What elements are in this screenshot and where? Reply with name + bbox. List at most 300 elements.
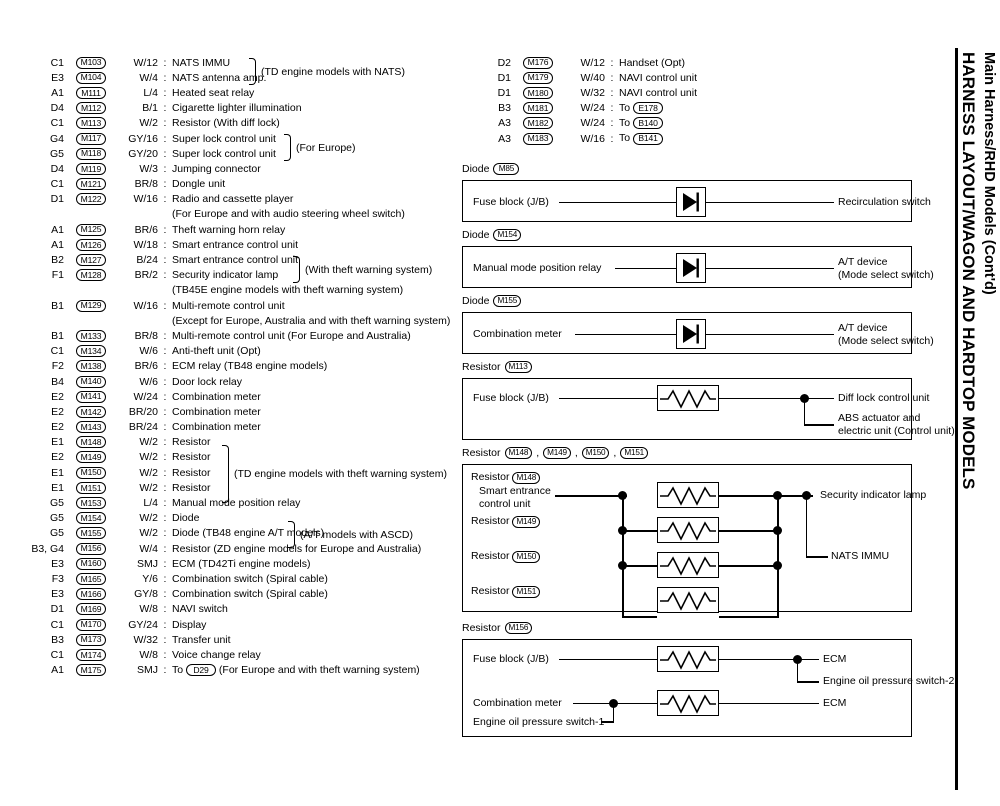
wire-branch-horizontal [804, 424, 834, 426]
connector-id-oval: M151 [76, 482, 106, 494]
diagram-label-diode-m154 [462, 229, 521, 241]
connector-ref-oval: M155 [493, 295, 521, 307]
connector-id-cell [70, 224, 112, 236]
branch-label-line2: electric unit (Control unit) [838, 424, 955, 437]
connector-location: A1 [51, 664, 64, 677]
wire-spec: W/2 [139, 512, 158, 525]
wire-right-upper [719, 659, 797, 661]
bank-row-label-4 [471, 585, 540, 598]
connector-description: (Except for Europe, Australia and with theft warning system) [172, 314, 451, 327]
colon-separator: : [163, 238, 167, 251]
reference-connector-oval: B140 [633, 117, 663, 129]
connector-id-oval: M140 [76, 376, 106, 388]
connector-location: A1 [51, 223, 64, 236]
wire-left [575, 334, 676, 336]
connector-location: C1 [50, 56, 64, 69]
description-text: To [619, 117, 634, 130]
colon-separator: : [163, 56, 167, 69]
connector-id-oval: M104 [76, 72, 106, 84]
wire-spec: BR/24 [128, 421, 158, 434]
wire-to-ecm-1 [801, 659, 819, 661]
diagram-right-label [838, 322, 934, 347]
connector-description: ECM (TD42Ti engine models) [172, 557, 311, 570]
connector-id-oval: M112 [76, 102, 106, 114]
connector-ref-oval: M113 [505, 361, 532, 373]
description-text: To [172, 663, 187, 676]
diagram-label-diode-m155 [462, 295, 521, 307]
colon-separator: : [163, 178, 167, 191]
colon-separator: : [163, 390, 167, 403]
connector-id-cell [70, 360, 112, 372]
brace-bar [222, 445, 229, 503]
brace-label: (TD engine models with theft warning system) [234, 468, 447, 480]
connector-row [8, 283, 450, 298]
connector-id-cell [70, 254, 112, 266]
connector-row [455, 116, 697, 131]
connector-id-cell [70, 376, 112, 388]
wire-spec: GY/8 [134, 588, 158, 601]
connector-id-cell [70, 527, 112, 539]
diagram-label-diode-m85 [462, 163, 519, 175]
connector-description: Dongle unit [172, 178, 226, 191]
colon-separator: : [163, 162, 167, 175]
colon-separator: : [163, 147, 167, 160]
resistor-symbol-upper [657, 646, 719, 672]
connector-location: D1 [497, 86, 511, 99]
diagram-left-label: Fuse block (J/B) [473, 392, 549, 404]
connector-location: E3 [51, 71, 64, 84]
connector-row [8, 663, 450, 678]
connector-description: Handset (Opt) [619, 56, 685, 69]
connector-description: Multi-remote control unit [172, 299, 285, 312]
connector-id-cell [70, 345, 112, 357]
connector-row [8, 131, 450, 146]
connector-id-cell [70, 163, 112, 175]
wire-left [615, 268, 676, 270]
wire-branch-vertical [804, 398, 806, 426]
connector-id-oval: M179 [523, 72, 553, 84]
connector-id-cell [70, 57, 112, 69]
connector-id-oval: M165 [76, 573, 106, 585]
connector-list-left [8, 55, 450, 678]
right-label-line1: A/T device [838, 256, 888, 268]
connector-row [8, 101, 450, 116]
wire-spec: W/40 [580, 71, 605, 84]
bank-row-label-2 [471, 515, 540, 528]
junction-dot-left-1 [618, 491, 627, 500]
connector-id-oval: M160 [76, 558, 106, 570]
wire-spec: W/4 [139, 542, 158, 555]
connector-row [455, 85, 697, 100]
connector-id-cell [70, 436, 112, 448]
diagram-branch-label: Engine oil pressure switch-2 [823, 675, 955, 687]
connector-id-oval: M125 [76, 224, 106, 236]
resistor-glyph [658, 691, 718, 715]
connector-id-oval: M138 [76, 360, 106, 372]
connector-id-cell [70, 497, 112, 509]
diode-symbol [676, 253, 706, 283]
description-text: To [619, 132, 634, 145]
colon-separator: : [610, 86, 614, 99]
description-text: To [619, 102, 634, 114]
connector-location: E1 [51, 436, 64, 449]
colon-separator: : [163, 572, 167, 585]
junction-dot-right-3 [773, 561, 782, 570]
brace-label: (TD engine models with NATS) [261, 65, 405, 78]
resistor-symbol-m148 [657, 482, 719, 508]
connector-row [8, 116, 450, 131]
connector-id-cell [70, 482, 112, 494]
brace-group-td-theft [222, 445, 447, 503]
wire-spec: BR/6 [134, 360, 158, 373]
connector-id-oval: M175 [76, 664, 106, 676]
reference-connector-oval: B141 [633, 133, 663, 145]
wire-right-bus [777, 495, 779, 617]
wire-spec: BR/8 [134, 178, 158, 191]
diagram-label-resistor-bank [462, 447, 648, 459]
connector-description: Diode [172, 512, 200, 525]
right-label-line2: (Mode select switch) [838, 334, 934, 347]
branch-label-line1: ABS actuator and [838, 412, 921, 424]
connector-location: C1 [50, 618, 64, 631]
diagram-left-label: Combination meter [473, 328, 562, 340]
colon-separator: : [163, 451, 167, 464]
wire-spec: W/32 [133, 633, 158, 646]
connector-id-oval: M181 [523, 102, 553, 114]
connector-id-cell [70, 588, 112, 600]
connector-id-cell [70, 649, 112, 661]
connector-row [8, 571, 450, 586]
connector-description: Jumping connector [172, 162, 261, 175]
connector-id-cell [70, 619, 112, 631]
connector-id-oval: M118 [76, 148, 106, 160]
connector-description: NAVI control unit [619, 71, 698, 84]
junction-dot-left-3 [618, 561, 627, 570]
connector-ref-oval-1: M148 [505, 447, 533, 459]
colon-separator: : [610, 102, 614, 115]
connector-description: Theft warning horn relay [172, 223, 286, 236]
connector-id-cell [70, 133, 112, 145]
diode-glyph [677, 188, 705, 216]
comma-1: , [536, 447, 540, 459]
connector-location: B3 [51, 633, 64, 646]
connector-location: A3 [498, 132, 511, 145]
connector-location: C1 [50, 345, 64, 358]
diagram-right-label-1: ECM [823, 653, 847, 665]
connector-description: Combination meter [172, 390, 261, 403]
connector-id-cell [70, 512, 112, 524]
diagram-right-label-2: ECM [823, 697, 847, 709]
connector-id-cell [70, 391, 112, 403]
diagram-box-diode-m85 [462, 180, 931, 222]
connector-row [8, 404, 450, 419]
sub-line1: Smart entrance [479, 485, 551, 497]
page-title: HARNESS LAYOUT/WAGON AND HARDTOP MODELS [959, 52, 978, 490]
diagram-box-resistor-m156 [462, 639, 955, 737]
colon-separator: : [610, 132, 614, 145]
connector-location: B1 [51, 299, 64, 312]
wire-spec: W/2 [139, 481, 158, 494]
connector-description: (For Europe and with audio steering wheel switch) [172, 208, 405, 221]
connector-id-cell [70, 300, 112, 312]
wire-spec: W/6 [139, 345, 158, 358]
connector-description: Resistor [172, 451, 211, 464]
wire-spec: W/2 [139, 117, 158, 130]
wire-right [706, 334, 834, 336]
connector-row [8, 328, 450, 343]
connector-id-oval: M113 [76, 117, 106, 129]
wire-spec: BR/20 [128, 405, 158, 418]
connector-description: NAVI switch [172, 603, 228, 616]
colon-separator: : [163, 648, 167, 661]
row-ref-oval: M148 [512, 472, 540, 484]
diagram-left-label: Fuse block (J/B) [473, 196, 549, 208]
row-ref-oval: M149 [512, 516, 540, 528]
diagram-box-resistor-m113 [462, 378, 955, 440]
connector-ref-oval-4: M151 [620, 447, 648, 459]
connector-row [8, 207, 450, 222]
wire-spec: L/4 [143, 86, 158, 99]
connector-row [8, 344, 450, 359]
connector-description: Anti-theft unit (Opt) [172, 345, 261, 358]
wire-out-row3 [719, 565, 779, 567]
diagram-title: Diode [462, 163, 490, 175]
connector-id-oval: M153 [76, 497, 106, 509]
brace-bar [288, 521, 295, 548]
connector-description: Super lock control unit [172, 147, 276, 160]
diagram-out-label-1: Security indicator lamp [820, 489, 927, 501]
wire-left-upper [559, 659, 657, 661]
brace-label: (A/T models with ASCD) [300, 528, 414, 541]
connector-ref-oval: M154 [493, 229, 521, 241]
connector-id-cell [70, 558, 112, 570]
connector-id-cell [517, 87, 559, 99]
connector-row [455, 131, 697, 146]
diagram-box-diode-m155 [462, 312, 934, 354]
colon-separator: : [163, 360, 167, 373]
connector-id-oval: M134 [76, 345, 106, 357]
connector-id-cell [70, 603, 112, 615]
connector-id-cell [517, 57, 559, 69]
connector-location: D1 [50, 193, 64, 206]
wire-output-branch [806, 495, 808, 557]
wire-branch-oil2-h [797, 681, 819, 683]
wire-spec: W/12 [580, 56, 605, 69]
wire-in-row3 [622, 565, 657, 567]
colon-separator: : [163, 618, 167, 631]
connector-id-cell [70, 573, 112, 585]
connector-description: Security indicator lamp [172, 269, 279, 282]
connector-location: B3, G4 [31, 542, 64, 555]
wire-spec: W/24 [133, 390, 158, 403]
connector-row [8, 237, 450, 252]
connector-id-cell [70, 117, 112, 129]
comma-2: , [574, 447, 578, 459]
connector-location: B3 [498, 102, 511, 115]
connector-location: F1 [51, 269, 64, 282]
junction-dot-left-2 [618, 526, 627, 535]
connector-location: A1 [51, 86, 64, 99]
connector-description: Combination switch (Spiral cable) [172, 572, 328, 585]
colon-separator: : [163, 132, 167, 145]
brace-bar [293, 256, 300, 283]
connector-id-oval: M127 [76, 254, 106, 266]
diode-glyph [677, 320, 705, 348]
connector-id-oval: M133 [76, 330, 106, 342]
junction-dot-right-2 [773, 526, 782, 535]
connector-description: Transfer unit [172, 633, 231, 646]
connector-description: NATS IMMU [172, 56, 231, 69]
resistor-glyph [658, 518, 718, 542]
connector-location: C1 [50, 178, 64, 191]
connector-description: Smart entrance control unit [172, 238, 299, 251]
connector-row [455, 70, 697, 85]
reference-connector-oval: D29 [186, 664, 216, 676]
connector-id-oval: M166 [76, 588, 106, 600]
wire-spec: B/24 [136, 254, 158, 267]
resistor-symbol-m151 [657, 587, 719, 613]
wire-spec: W/6 [139, 375, 158, 388]
connector-row [8, 146, 450, 161]
connector-row [8, 647, 450, 662]
colon-separator: : [163, 102, 167, 115]
diode-glyph [677, 254, 705, 282]
wire-out-row2 [719, 530, 779, 532]
wire-to-diff-lock [808, 398, 834, 400]
row-ref-oval: M151 [512, 586, 540, 598]
connector-id-oval: M180 [523, 87, 553, 99]
wire-spec: L/4 [143, 497, 158, 510]
colon-separator: : [610, 71, 614, 84]
connector-location: C1 [50, 648, 64, 661]
connector-id-cell [70, 664, 112, 676]
connector-id-cell [70, 269, 112, 281]
diagram-box-resistor-bank [462, 464, 927, 612]
connector-location: E2 [51, 451, 64, 464]
colon-separator: : [163, 299, 167, 312]
connector-id-oval: M156 [76, 543, 106, 555]
colon-separator: : [163, 542, 167, 555]
brace-bar [249, 58, 256, 85]
connector-id-cell [70, 87, 112, 99]
wire-spec: W/2 [139, 436, 158, 449]
wire-spec: W/32 [580, 86, 605, 99]
connector-id-oval: M174 [76, 649, 106, 661]
connector-row [8, 222, 450, 237]
wire-spec: W/24 [580, 117, 605, 130]
connector-location: E1 [51, 466, 64, 479]
connector-id-cell [70, 451, 112, 463]
diagram-right-label [838, 256, 934, 281]
connector-description: Cigarette lighter illumination [172, 102, 302, 115]
connector-location: D1 [497, 71, 511, 84]
diagram-left-label-1: Fuse block (J/B) [473, 653, 549, 665]
connector-row [8, 313, 450, 328]
connector-id-cell [70, 467, 112, 479]
diagram-out-label-2: NATS IMMU [831, 550, 890, 562]
connector-row [455, 55, 697, 70]
row-title: Resistor [471, 515, 510, 527]
colon-separator: : [163, 421, 167, 434]
wire-spec: Y/6 [142, 572, 158, 585]
connector-ref-oval-2: M149 [543, 447, 571, 459]
connector-id-oval: M170 [76, 619, 106, 631]
diagram-title: Diode [462, 229, 490, 241]
connector-row [8, 192, 450, 207]
connector-description: Resistor (With diff lock) [172, 117, 280, 130]
connector-description: (TB45E engine models with theft warning system) [172, 284, 404, 297]
connector-location: F3 [51, 572, 64, 585]
reference-connector-oval: E178 [633, 102, 663, 114]
connector-id-oval: M122 [76, 193, 106, 205]
page-subtitle: Main Harness/RHD Models (Cont'd) [981, 52, 997, 295]
connector-row [8, 420, 450, 435]
wire-spec: BR/8 [134, 329, 158, 342]
connector-id-oval: M173 [76, 634, 106, 646]
connector-id-oval: M117 [76, 133, 106, 145]
connector-location: G4 [49, 132, 64, 145]
colon-separator: : [163, 466, 167, 479]
connector-row [8, 617, 450, 632]
wire-left-bus [622, 495, 624, 617]
brace-bar [284, 134, 291, 161]
wire-spec: W/2 [139, 466, 158, 479]
wire-right-lower [719, 703, 819, 705]
connector-location: D4 [50, 102, 64, 115]
connector-description: Voice change relay [172, 648, 261, 661]
connector-id-oval: M155 [76, 527, 106, 539]
wire-spec: BR/2 [134, 269, 158, 282]
description-suffix: (For Europe and with theft warning system) [216, 663, 420, 676]
connector-id-cell [70, 148, 112, 160]
wire-spec: BR/6 [134, 223, 158, 236]
colon-separator: : [163, 329, 167, 342]
connector-ref-oval: M156 [505, 622, 533, 634]
wire-output-branch-h [806, 556, 828, 558]
resistor-symbol-m150 [657, 552, 719, 578]
bank-row-label-1 [471, 471, 540, 484]
diagram-left-label-2: Combination meter [473, 697, 562, 709]
connector-id-oval: M148 [76, 436, 106, 448]
colon-separator: : [163, 557, 167, 570]
connector-description: Manual mode position relay [172, 497, 301, 510]
diagram-branch-label [838, 412, 955, 437]
diagram-box-diode-m154 [462, 246, 934, 288]
connector-row [8, 374, 450, 389]
colon-separator: : [163, 436, 167, 449]
bank-row-label-3 [471, 550, 540, 563]
connector-id-oval: M142 [76, 406, 106, 418]
row-title: Resistor [471, 585, 510, 597]
connector-description: Radio and cassette player [172, 193, 294, 206]
wire-spec: W/4 [139, 71, 158, 84]
wire-spec: W/2 [139, 527, 158, 540]
wire-spec: W/16 [133, 299, 158, 312]
connector-location: G5 [49, 512, 64, 525]
connector-id-oval: M183 [523, 133, 553, 145]
diagram-title: Resistor [462, 447, 501, 459]
connector-row [8, 85, 450, 100]
connector-location: D4 [50, 162, 64, 175]
diagram-label-resistor-m156 [462, 622, 532, 634]
connector-id-oval: M143 [76, 421, 106, 433]
wire-spec: B/1 [142, 102, 158, 115]
colon-separator: : [163, 375, 167, 388]
right-label-line1: A/T device [838, 322, 888, 334]
wire-spec: W/12 [133, 56, 158, 69]
wire-right [706, 268, 834, 270]
connector-id-oval: M103 [76, 57, 106, 69]
